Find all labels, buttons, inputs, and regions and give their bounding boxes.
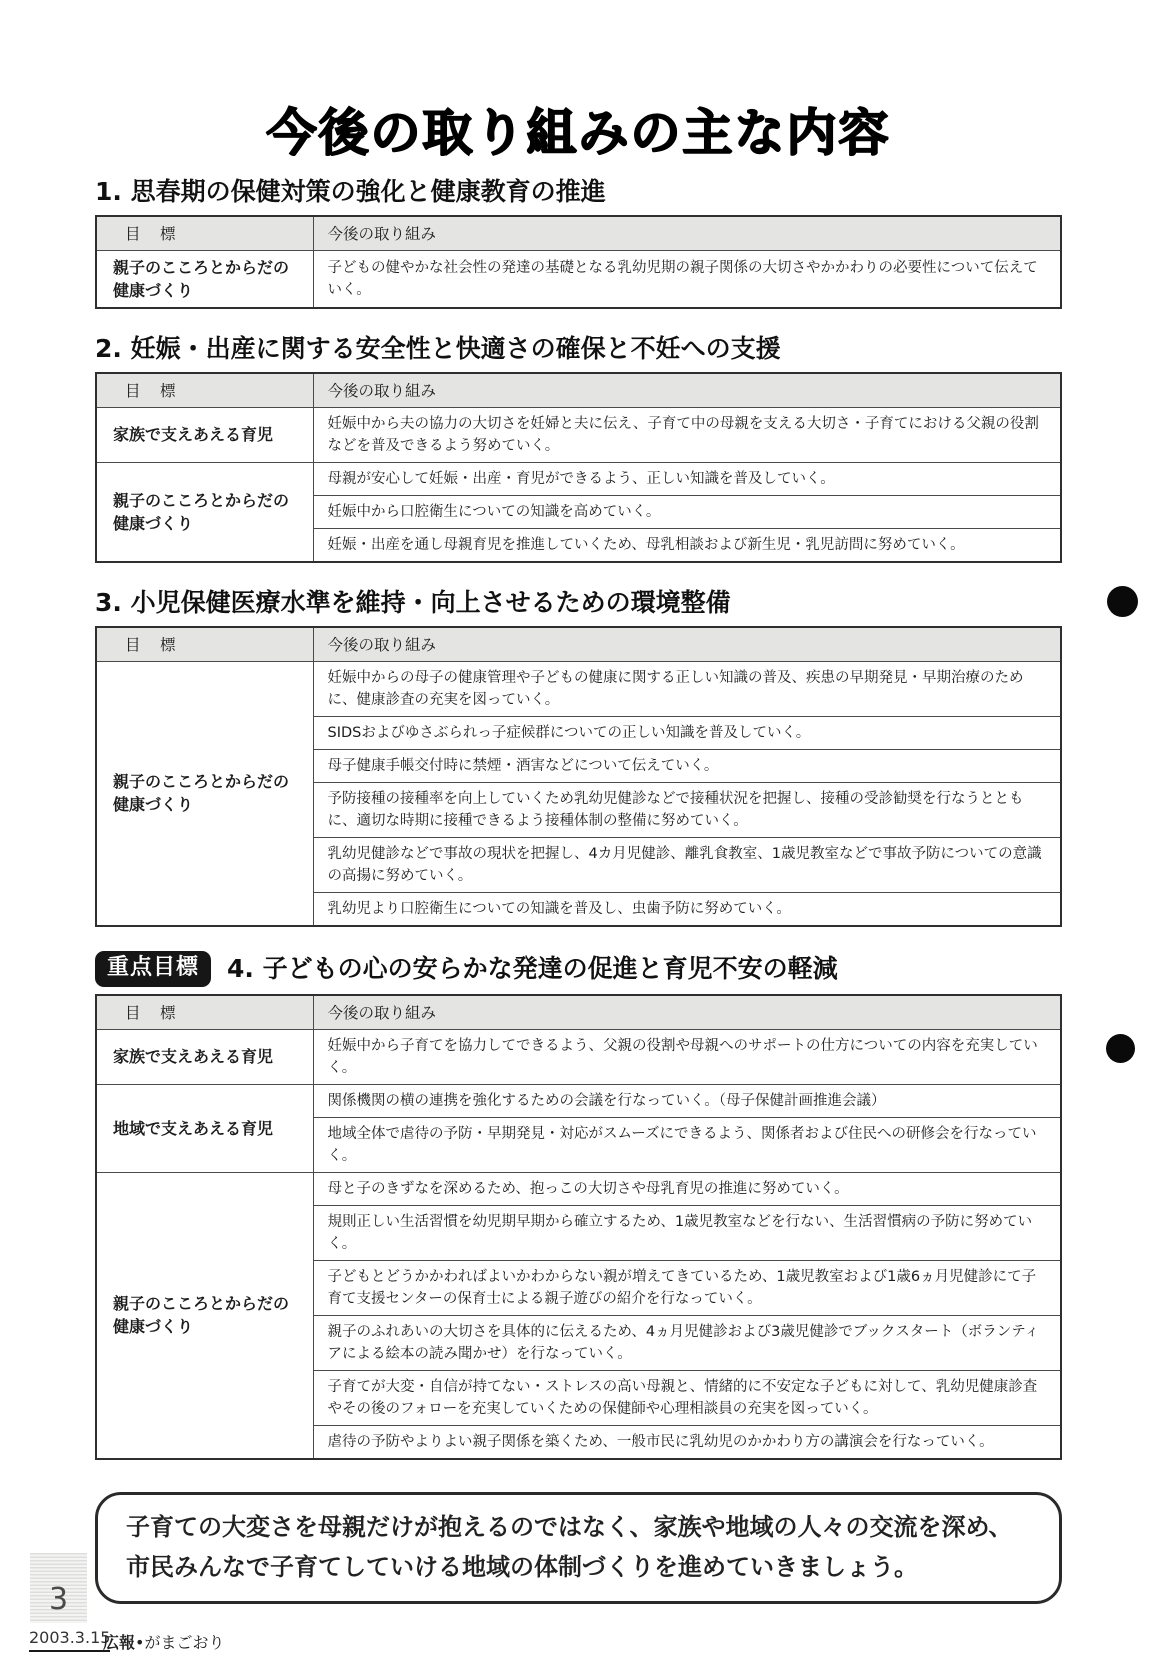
action-cell: 予防接種の接種率を向上していくため乳幼児健診などで接種状況を把握し、接種の受診勧奨を行なうとともに、適切な時期に接種できるよう接種体制の整備に努めていく。 [313, 782, 1061, 837]
page-title: 今後の取り組みの主な内容 [266, 103, 891, 162]
action-cell: 妊娠中から夫の協力の大切さを妊婦と夫に伝え、子育て中の母親を支える大切さ・子育てにおける父親の役割などを普及できるよう努めていく。 [313, 407, 1061, 462]
action-column-header: 今後の取り組み [313, 995, 1061, 1030]
footer-publication-rest: •がまごおり [135, 1633, 225, 1652]
punch-hole-mark [1107, 586, 1138, 617]
section-heading-row [95, 587, 1062, 619]
section-3 [95, 587, 1062, 927]
footer-publication [103, 1630, 224, 1653]
action-cell: 関係機関の横の連携を強化するための会議を行なっていく。（母子保健計画推進会議） [313, 1084, 1061, 1117]
footer-publication-name: 広報 [103, 1633, 136, 1652]
action-cell: 地域全体で虐待の予防・早期発見・対応がスムーズにできるよう、関係者および住民への研修会を行なっていく。 [313, 1117, 1061, 1172]
goal-column-header: 目 標 [96, 627, 313, 662]
goal-cell: 親子のこころとからだの健康づくり [96, 1172, 313, 1459]
goal-column-header: 目 標 [96, 216, 313, 251]
goal-action-table [95, 994, 1062, 1460]
bottom-note-line-1: 子育ての大変さを母親だけが抱えるのではなく、家族や地域の人々の交流を深め、 [126, 1512, 1013, 1541]
action-cell: 妊娠中からの母子の健康管理や子どもの健康に関する正しい知識の普及、疾患の早期発見・早期治療のために、健康診査の充実を図っていく。 [313, 661, 1061, 716]
goal-column-header: 目 標 [96, 373, 313, 408]
goal-cell: 家族で支えあえる育児 [96, 407, 313, 462]
sections [95, 176, 1062, 1460]
section-heading-row [95, 951, 1062, 987]
table-row [96, 1084, 1061, 1117]
section-heading-row [95, 176, 1062, 208]
bottom-note-box [95, 1492, 1062, 1604]
action-cell: 母子健康手帳交付時に禁煙・酒害などについて伝えていく。 [313, 749, 1061, 782]
action-cell: 虐待の予防やよりよい親子関係を築くため、一般市民に乳幼児のかかわり方の講演会を行なっていく。 [313, 1425, 1061, 1459]
goal-cell: 親子のこころとからだの健康づくり [96, 462, 313, 562]
goal-action-table [95, 215, 1062, 309]
action-cell: 乳幼児健診などで事故の現状を把握し、4カ月児健診、離乳食教室、1歳児教室などで事故予防についての意識の高揚に努めていく。 [313, 837, 1061, 892]
table-row [96, 407, 1061, 462]
action-cell: 子どもの健やかな社会性の発達の基礎となる乳幼児期の親子関係の大切さやかかわりの必要性について伝えていく。 [313, 250, 1061, 308]
goal-cell: 地域で支えあえる育児 [96, 1084, 313, 1172]
table-row [96, 1029, 1061, 1084]
page-number-block [30, 1553, 87, 1623]
page-number: 3 [48, 1582, 69, 1617]
action-column-header: 今後の取り組み [313, 627, 1061, 662]
action-cell: 乳幼児より口腔衛生についての知識を普及し、虫歯予防に努めていく。 [313, 892, 1061, 926]
action-cell: SIDSおよびゆさぶられっ子症候群についての正しい知識を普及していく。 [313, 716, 1061, 749]
action-cell: 妊娠中から子育てを協力してできるよう、父親の役割や母親へのサポートの仕方についての内容を充実していく。 [313, 1029, 1061, 1084]
section-1 [95, 176, 1062, 309]
section-heading: 4. 子どもの心の安らかな発達の促進と育児不安の軽減 [227, 953, 838, 983]
goal-action-table [95, 626, 1062, 927]
section-4 [95, 951, 1062, 1460]
section-2 [95, 333, 1062, 563]
section-heading: 2. 妊娠・出産に関する安全性と快適さの確保と不妊への支援 [95, 333, 781, 363]
action-cell: 妊娠・出産を通し母親育児を推進していくため、母乳相談および新生児・乳児訪問に努めていく。 [313, 528, 1061, 562]
goal-cell: 親子のこころとからだの健康づくり [96, 661, 313, 926]
table-row [96, 1172, 1061, 1205]
section-heading: 1. 思春期の保健対策の強化と健康教育の推進 [95, 176, 606, 206]
table-row [96, 462, 1061, 495]
action-cell: 妊娠中から口腔衛生についての知識を高めていく。 [313, 495, 1061, 528]
goal-column-header: 目 標 [96, 995, 313, 1030]
action-column-header: 今後の取り組み [313, 216, 1061, 251]
goal-action-table [95, 372, 1062, 563]
action-cell: 規則正しい生活習慣を幼児期早期から確立するため、1歳児教室などを行ない、生活習慣病の予防に努めていく。 [313, 1205, 1061, 1260]
action-cell: 親子のふれあいの大切さを具体的に伝えるため、4ヵ月児健診および3歳児健診でブックスタート（ボランティアによる絵本の読み聞かせ）を行なっていく。 [313, 1315, 1061, 1370]
action-cell: 子育てが大変・自信が持てない・ストレスの高い母親と、情緒的に不安定な子どもに対して、乳幼児健康診査やその後のフォローを充実していくための保健師や心理相談員の充実を図っていく。 [313, 1370, 1061, 1425]
goal-cell: 家族で支えあえる育児 [96, 1029, 313, 1084]
footer-date: 2003.3.15 [29, 1628, 110, 1652]
action-cell: 母と子のきずなを深めるため、抱っこの大切さや母乳育児の推進に努めていく。 [313, 1172, 1061, 1205]
bottom-note-line-2: 市民みんなで子育てしていける地域の体制づくりを進めていきましょう。 [126, 1552, 918, 1581]
table-row [96, 250, 1061, 308]
section-heading: 3. 小児保健医療水準を維持・向上させるための環境整備 [95, 587, 731, 617]
section-heading-row [95, 333, 1062, 365]
goal-cell: 親子のこころとからだの健康づくり [96, 250, 313, 308]
punch-hole-mark [1106, 1034, 1135, 1063]
action-column-header: 今後の取り組み [313, 373, 1061, 408]
action-cell: 母親が安心して妊娠・出産・育児ができるよう、正しい知識を普及していく。 [313, 462, 1061, 495]
priority-goal-badge: 重点目標 [95, 951, 211, 987]
action-cell: 子どもとどうかかわればよいかわからない親が増えてきているため、1歳児教室および1歳6ヵ月児健診にて子育て支援センターの保育士による親子遊びの紹介を行なっていく。 [313, 1260, 1061, 1315]
table-row [96, 661, 1061, 716]
document-page [95, 0, 1062, 1604]
